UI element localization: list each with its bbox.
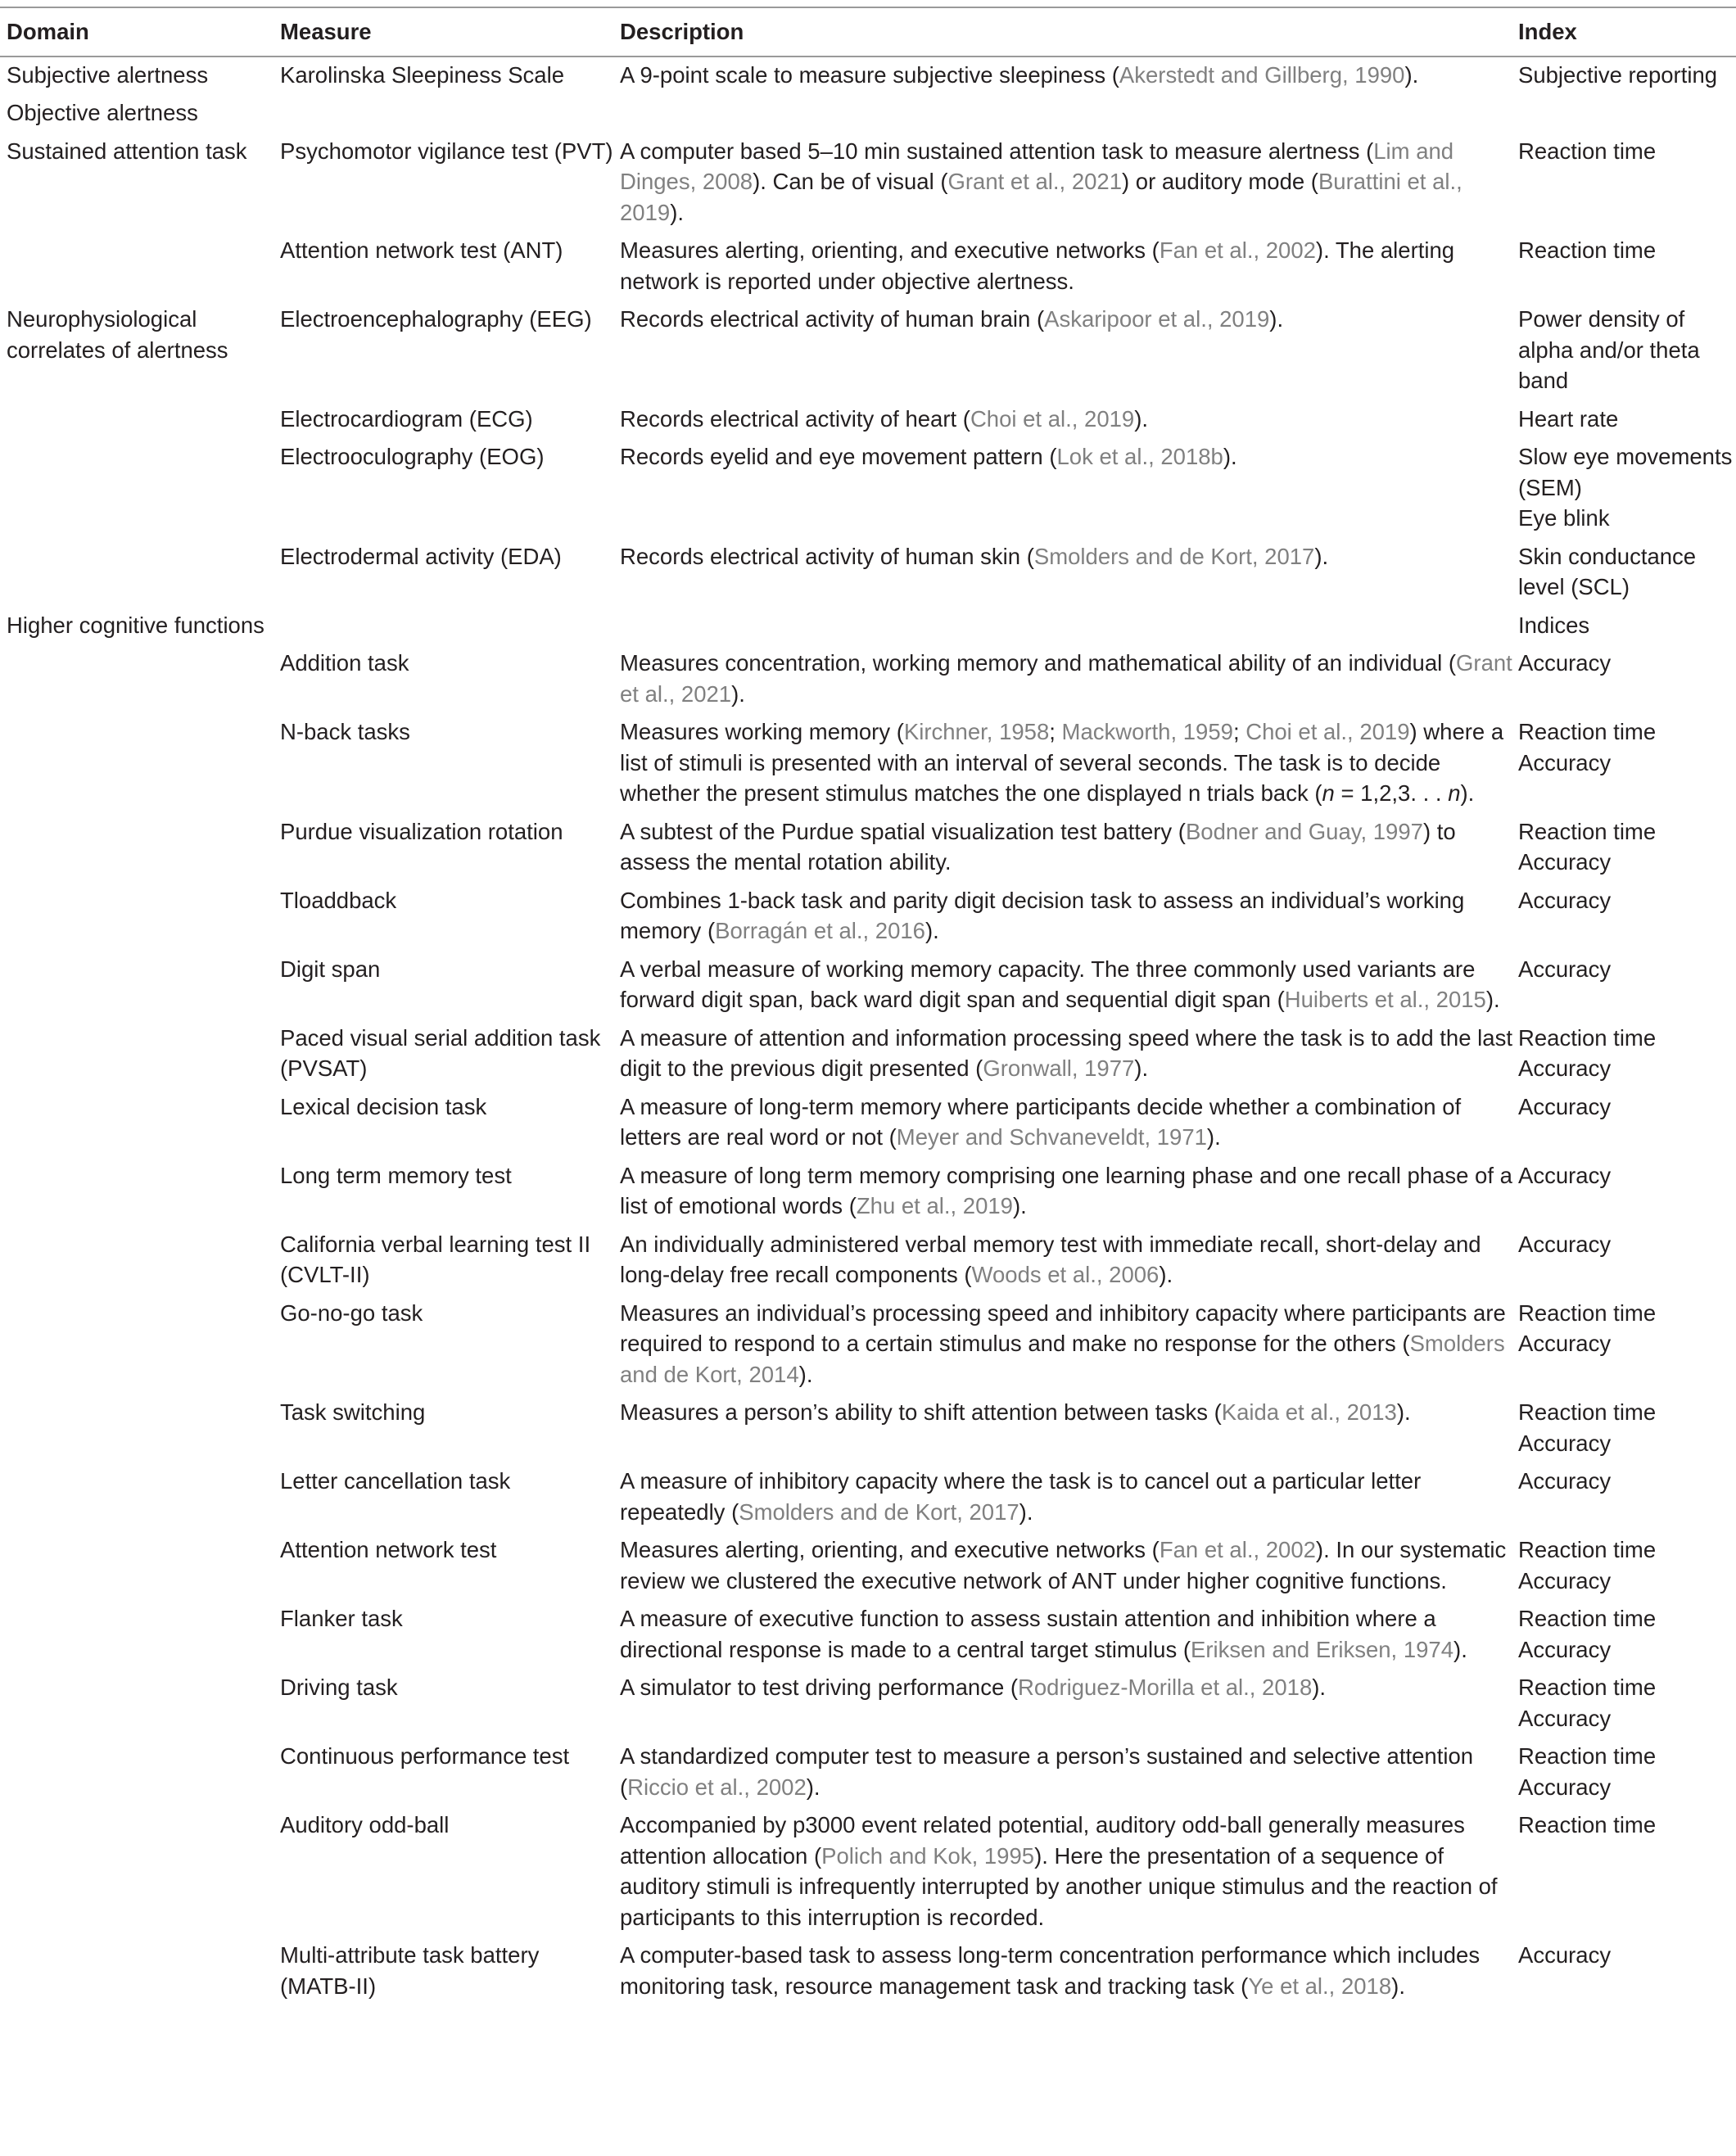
description-text: ). [1391, 1973, 1405, 1999]
description-cell [620, 1394, 1518, 1463]
citation-link[interactable]: Choi et al., 2019 [1245, 719, 1410, 744]
description-text: ). [1012, 1193, 1027, 1218]
description-text: A subtest of the Purdue spatial visualization test battery ( [620, 818, 1186, 844]
domain-cell [0, 1158, 280, 1227]
index-cell [1518, 1295, 1736, 1395]
description-cell [620, 539, 1518, 608]
description-text: A measure of long term memory comprising one learning phase and one recall phase of a list of emotional words ( [620, 1162, 1512, 1218]
description-cell [620, 439, 1518, 539]
citation-link[interactable]: Fan et al., 2002 [1159, 237, 1316, 263]
description-text: ). [1206, 1124, 1221, 1150]
index-cell [1518, 1158, 1736, 1227]
description-text: ). [806, 1774, 821, 1800]
index-value: Accuracy [1518, 849, 1612, 875]
description-cell [620, 1738, 1518, 1807]
table-row [0, 1394, 1736, 1463]
citation-link[interactable]: Huiberts et al., 2015 [1284, 987, 1486, 1012]
description-text: n [1322, 780, 1335, 806]
description-cell [620, 1020, 1518, 1089]
description-text: A measure of inhibitory capacity where the task is to cancel out a particular letter repeatedly ( [620, 1468, 1422, 1525]
citation-link[interactable]: Meyer and Schvaneveldt, 1971 [896, 1124, 1207, 1150]
description-text: Measures a person’s ability to shift attention between tasks ( [620, 1399, 1222, 1425]
description-text: A computer-based task to assess long-term concentration performance which includes monitoring task, resource management task and tracking task ( [620, 1942, 1481, 1999]
domain-cell [0, 1463, 280, 1532]
section-row [0, 608, 1736, 646]
measure-cell: Task switching [280, 1399, 426, 1425]
domain-cell [0, 714, 280, 814]
domain-cell [0, 1937, 280, 2006]
description-text: ). In our systematic review we clustered the executive network of ANT under higher cognitive functions. [620, 1537, 1507, 1593]
measure-cell: Auditory odd-ball [280, 1812, 450, 1837]
index-value: Accuracy [1518, 1942, 1612, 1968]
domain-cell [0, 1394, 280, 1463]
table-row [0, 1158, 1736, 1227]
measure-cell: Digit span [280, 956, 381, 982]
index-cell [1518, 1670, 1736, 1738]
measure-cell: Continuous performance test [280, 1743, 570, 1769]
header-measure: Measure [280, 19, 372, 44]
table-row [0, 1601, 1736, 1670]
index-cell [1518, 439, 1736, 539]
citation-link[interactable]: Riccio et al., 2002 [627, 1774, 807, 1800]
index-cell [1518, 56, 1736, 96]
table-row [0, 56, 1736, 96]
description-cell [620, 1601, 1518, 1670]
description-text: A measure of long-term memory where participants decide whether a combination of letters are real word or not ( [620, 1093, 1462, 1150]
description-text: = 1,2,3. . . [1334, 780, 1449, 806]
citation-link[interactable]: Akerstedt and Gillberg, 1990 [1119, 61, 1405, 88]
index-cell [1518, 814, 1736, 883]
description-text: ). [1404, 61, 1419, 88]
index-value: Accuracy [1518, 1231, 1612, 1257]
description-text: ). Can be of visual ( [753, 169, 948, 194]
measure-cell: Psychomotor vigilance test (PVT) [280, 138, 613, 164]
measure-cell: Addition task [280, 650, 409, 676]
domain-cell: Subjective alertness [7, 61, 209, 88]
index-value: Accuracy [1518, 1430, 1612, 1456]
domain-cell: Neurophysiological correlates of alertness [7, 306, 228, 363]
citation-link[interactable]: Smolders and de Kort, 2014 [620, 1331, 1505, 1387]
measure-cell: Multi-attribute task battery (MATB-II) [280, 1942, 540, 1999]
citation-link[interactable]: Borragán et al., 2016 [715, 918, 925, 943]
citation-link[interactable]: Ye et al., 2018 [1248, 1973, 1392, 1999]
citation-link[interactable]: Choi et al., 2019 [970, 405, 1135, 432]
index-value: Subjective reporting [1518, 61, 1718, 88]
description-text: ). [1312, 1675, 1327, 1700]
index-value: Reaction time [1518, 1399, 1657, 1425]
table-row [0, 1670, 1736, 1738]
measure-cell: Attention network test (ANT) [280, 237, 563, 263]
section-label: Higher cognitive functions [7, 612, 264, 638]
domain-cell [0, 1089, 280, 1158]
citation-link[interactable]: Bodner and Guay, 1997 [1185, 818, 1423, 844]
citation-link[interactable]: Mackworth, 1959 [1061, 719, 1233, 744]
description-text: An individually administered verbal memory test with immediate recall, short-delay and long-delay free recall components ( [620, 1231, 1481, 1287]
citation-link[interactable]: Polich and Kok, 1995 [821, 1842, 1035, 1869]
measure-cell: Flanker task [280, 1606, 403, 1631]
domain-cell [0, 1295, 280, 1395]
index-value: Eye blink [1518, 505, 1610, 531]
description-cell [620, 1089, 1518, 1158]
description-cell [620, 1158, 1518, 1227]
domain-cell [0, 401, 280, 440]
description-cell [620, 56, 1518, 96]
description-text: ). [1453, 1636, 1467, 1662]
domain-cell [0, 233, 280, 301]
description-cell [620, 133, 1518, 233]
description-text: ; [1049, 719, 1062, 744]
measure-cell: Electrocardiogram (ECG) [280, 405, 533, 432]
index-value: Accuracy [1518, 749, 1612, 775]
citation-link[interactable]: Askaripoor et al., 2019 [1044, 306, 1270, 332]
domain-cell [0, 439, 280, 539]
description-cell [620, 645, 1518, 714]
index-value: Reaction time [1518, 1675, 1657, 1700]
index-value: Reaction time [1518, 1537, 1657, 1562]
domain-cell [0, 1532, 280, 1601]
citation-link[interactable]: Rodriguez-Morilla et al., 2018 [1018, 1675, 1313, 1700]
domain-cell [0, 1738, 280, 1807]
description-text: ). [1460, 780, 1475, 806]
description-text: ) where a list of stimuli is presented with an interval of several seconds. The task is to decide whether the present stimulus matches the one displayed n trials back ( [620, 719, 1504, 806]
index-cell [1518, 883, 1736, 951]
section-label: Objective alertness [7, 100, 198, 125]
measures-table [0, 7, 1736, 2006]
domain-cell [0, 951, 280, 1020]
citation-link[interactable]: Grant et al., 2021 [620, 650, 1512, 707]
domain-cell [0, 883, 280, 951]
index-value: Accuracy [1518, 1774, 1612, 1800]
index-value: Power density of alpha and/or theta band [1518, 306, 1700, 393]
section-index-label: Indices [1518, 612, 1590, 638]
index-value: Reaction time [1518, 1812, 1657, 1837]
table-row [0, 1807, 1736, 1937]
table-row [0, 1937, 1736, 2006]
measure-cell: Long term memory test [280, 1162, 512, 1188]
description-cell [620, 1295, 1518, 1395]
index-value: Accuracy [1518, 1331, 1612, 1356]
table-row [0, 883, 1736, 951]
domain-cell [0, 645, 280, 714]
table-row [0, 645, 1736, 714]
domain-cell [0, 1227, 280, 1295]
index-value: Reaction time [1518, 237, 1657, 263]
description-cell [620, 301, 1518, 401]
citation-link[interactable]: Lim and Dinges, 2008 [620, 138, 1454, 194]
index-value: Reaction time [1518, 1606, 1657, 1631]
measure-cell: Paced visual serial addition task (PVSAT) [280, 1024, 601, 1081]
index-cell [1518, 539, 1736, 608]
citation-link[interactable]: Eriksen and Eriksen, 1974 [1191, 1636, 1454, 1662]
description-text: A standardized computer test to measure a person’s sustained and selective attention ( [620, 1743, 1474, 1800]
index-value: Reaction time [1518, 1024, 1657, 1051]
index-cell [1518, 1089, 1736, 1158]
index-cell [1518, 714, 1736, 814]
index-value: Accuracy [1518, 1468, 1612, 1494]
description-text: ). [731, 680, 745, 707]
measure-cell: Electrooculography (EOG) [280, 444, 545, 469]
measure-cell: Electroencephalography (EEG) [280, 306, 592, 332]
description-text: A measure of executive function to assess sustain attention and inhibition where a directional response is made to a central target stimulus ( [620, 1606, 1436, 1662]
citation-link[interactable]: Smolders and de Kort, 2017 [739, 1498, 1019, 1525]
citation-link[interactable]: Burattini et al., 2019 [620, 169, 1462, 225]
measure-cell: Electrodermal activity (EDA) [280, 543, 562, 569]
domain-cell [0, 1020, 280, 1089]
description-text: Records electrical activity of human skin ( [620, 543, 1034, 569]
citation-link[interactable]: Smolders and de Kort, 2017 [1033, 543, 1315, 569]
description-text: ). [1396, 1399, 1411, 1425]
table-row [0, 133, 1736, 233]
description-cell [620, 951, 1518, 1020]
description-cell [620, 1937, 1518, 2006]
description-text: ). [1019, 1498, 1033, 1525]
description-text: Measures an individual’s processing speed and inhibitory capacity where participants are required to respond to a certain stimulus and make no response for the others ( [620, 1299, 1506, 1356]
citation-link[interactable]: Kirchner, 1958 [903, 719, 1050, 744]
header-domain: Domain [7, 19, 89, 44]
description-text: ). [925, 918, 939, 943]
measure-cell: N-back tasks [280, 719, 410, 744]
description-text: ). [670, 199, 684, 225]
description-text: Measures working memory ( [620, 719, 904, 744]
table-row [0, 439, 1736, 539]
index-value: Reaction time [1518, 138, 1657, 164]
index-value: Skin conductance level (SCL) [1518, 543, 1697, 599]
description-text: ). [1134, 405, 1149, 432]
citation-link[interactable]: Fan et al., 2002 [1159, 1537, 1316, 1562]
table-row [0, 1227, 1736, 1295]
table-row [0, 401, 1736, 440]
index-cell [1518, 1463, 1736, 1532]
table-row [0, 539, 1736, 608]
description-cell [620, 814, 1518, 883]
description-text: Records eyelid and eye movement pattern ( [620, 444, 1057, 469]
table-header [0, 7, 1736, 56]
index-cell [1518, 1020, 1736, 1089]
measure-cell: Lexical decision task [280, 1093, 487, 1119]
description-text: Accompanied by p3000 event related potential, auditory odd-ball generally measures attention allocation ( [620, 1812, 1465, 1869]
description-cell [620, 1670, 1518, 1738]
measure-cell: Tloaddback [280, 887, 397, 913]
index-cell [1518, 1601, 1736, 1670]
description-text: Records electrical activity of heart ( [620, 405, 970, 432]
measure-cell: Karolinska Sleepiness Scale [280, 61, 564, 88]
index-cell [1518, 301, 1736, 401]
index-value: Reaction time [1518, 1299, 1657, 1326]
measure-cell: Driving task [280, 1675, 398, 1700]
description-text: ; [1232, 719, 1246, 744]
citation-link[interactable]: Lok et al., 2018b [1056, 444, 1223, 469]
table-row [0, 1020, 1736, 1089]
description-cell [620, 401, 1518, 440]
index-cell [1518, 1227, 1736, 1295]
description-text: ). [1159, 1262, 1173, 1287]
section-row [0, 95, 1736, 133]
description-text: Measures alerting, orienting, and executive networks ( [620, 1537, 1160, 1562]
table-row [0, 814, 1736, 883]
index-cell [1518, 1738, 1736, 1807]
index-value: Accuracy [1518, 1093, 1612, 1119]
citation-link[interactable]: Zhu et al., 2019 [856, 1193, 1013, 1218]
table-row [0, 1089, 1736, 1158]
description-cell [620, 233, 1518, 301]
description-cell [620, 1463, 1518, 1532]
index-cell [1518, 951, 1736, 1020]
description-text: ). The alerting network is reported under objective alertness. [620, 237, 1455, 294]
citation-link[interactable]: Kaida et al., 2013 [1221, 1399, 1397, 1425]
description-text: Measures concentration, working memory and mathematical ability of an individual ( [620, 650, 1457, 676]
index-cell [1518, 1394, 1736, 1463]
index-cell [1518, 233, 1736, 301]
index-value: Slow eye movements (SEM) [1518, 444, 1733, 500]
description-text: Measures alerting, orienting, and executive networks ( [620, 237, 1160, 263]
index-value: Accuracy [1518, 1705, 1612, 1731]
index-value: Reaction time [1518, 1743, 1657, 1769]
table-row [0, 301, 1736, 401]
index-value: Accuracy [1518, 1567, 1612, 1593]
section-index-label [1518, 95, 1736, 133]
index-value: Accuracy [1518, 650, 1612, 676]
description-text: ). [1134, 1055, 1149, 1081]
index-value: Accuracy [1518, 1636, 1612, 1662]
domain-cell [0, 539, 280, 608]
description-text: A computer based 5–10 min sustained attention task to measure alertness ( [620, 138, 1374, 164]
description-cell [620, 1532, 1518, 1601]
domain-cell [0, 814, 280, 883]
description-text: Combines 1-back task and parity digit decision task to assess an individual’s working memory ( [620, 887, 1465, 943]
description-cell [620, 883, 1518, 951]
index-value: Reaction time [1518, 818, 1657, 844]
description-text: ). [1223, 444, 1237, 469]
domain-cell: Sustained attention task [7, 138, 247, 164]
description-text: ). [1485, 987, 1500, 1012]
citation-link[interactable]: Gronwall, 1977 [983, 1055, 1135, 1081]
description-text: A verbal measure of working memory capacity. The three commonly used variants are forward digit span, back ward digit span and sequential digit span ( [620, 956, 1476, 1012]
index-cell [1518, 1937, 1736, 2006]
header-index: Index [1518, 19, 1577, 44]
table-row [0, 1532, 1736, 1601]
description-text: A 9-point scale to measure subjective sleepiness ( [620, 61, 1119, 88]
table-row [0, 1295, 1736, 1395]
table-row [0, 714, 1736, 814]
index-cell [1518, 133, 1736, 233]
measure-cell: California verbal learning test II (CVLT-II) [280, 1231, 591, 1287]
index-cell [1518, 1532, 1736, 1601]
measure-cell: Go-no-go task [280, 1299, 423, 1326]
domain-cell [0, 1601, 280, 1670]
index-value: Reaction time [1518, 719, 1657, 744]
domain-cell [0, 1807, 280, 1937]
description-text: ) or auditory mode ( [1122, 169, 1318, 194]
description-cell [620, 714, 1518, 814]
measure-cell: Attention network test [280, 1537, 497, 1562]
description-text: ) to assess the mental rotation ability. [620, 818, 1456, 875]
index-cell [1518, 401, 1736, 440]
index-value: Accuracy [1518, 1055, 1612, 1081]
measure-cell: Purdue visualization rotation [280, 818, 563, 844]
measure-cell: Letter cancellation task [280, 1468, 511, 1494]
table-body [0, 56, 1736, 2007]
index-cell [1518, 1807, 1736, 1937]
table-row [0, 1463, 1736, 1532]
citation-link[interactable]: Grant et al., 2021 [947, 169, 1122, 194]
description-text: ). [1269, 306, 1284, 332]
domain-cell [0, 1670, 280, 1738]
description-text: Records electrical activity of human brain ( [620, 306, 1045, 332]
header-description: Description [620, 19, 744, 44]
description-text: A measure of attention and information processing speed where the task is to add the last digit to the previous digit presented ( [620, 1024, 1512, 1081]
description-cell [620, 1807, 1518, 1937]
table-row [0, 1738, 1736, 1807]
header-row [0, 7, 1736, 56]
index-cell [1518, 645, 1736, 714]
citation-link[interactable]: Woods et al., 2006 [971, 1262, 1160, 1287]
index-value: Accuracy [1518, 887, 1612, 913]
description-text: n [1448, 780, 1461, 806]
description-text: ). [798, 1361, 813, 1387]
description-text: A simulator to test driving performance ( [620, 1675, 1019, 1700]
description-cell [620, 1227, 1518, 1295]
index-value: Heart rate [1518, 405, 1619, 432]
description-text: ). [1314, 543, 1329, 569]
index-value: Accuracy [1518, 956, 1612, 982]
table-row [0, 233, 1736, 301]
index-value: Accuracy [1518, 1162, 1612, 1188]
description-text: ). Here the presentation of a sequence of auditory stimuli is infrequently interrupted by another unique stimulus and the reaction of participants to this interruption is recorded. [620, 1842, 1498, 1930]
table-row [0, 951, 1736, 1020]
